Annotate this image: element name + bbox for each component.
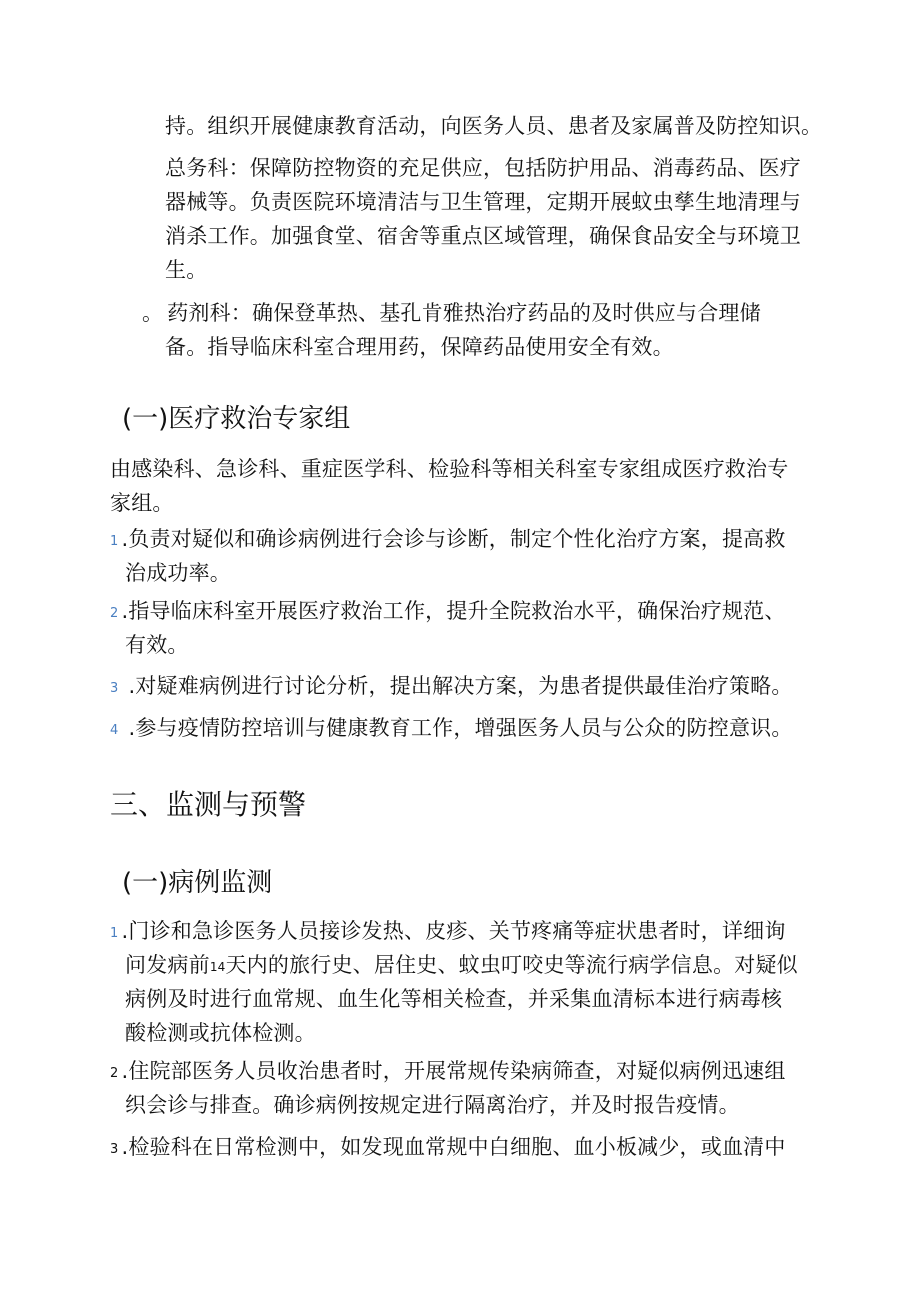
list-item-text: .检验科在日常检测中，如发现血常规中白细胞、血小板减少，或血清中 xyxy=(121,1135,786,1159)
list-item-text: .住院部医务人员收治患者时，开展常规传染病筛查，对疑似病例迅速组 xyxy=(121,1059,786,1083)
list-item-continuation: 治成功率。 xyxy=(125,561,231,585)
general-affairs-line: 总务科：保障防控物资的充足供应，包括防护用品、消毒药品、医疗 xyxy=(165,156,801,180)
expert-intro-line: 家组。 xyxy=(110,491,174,515)
list-item-text: .对疑难病例进行讨论分析，提出解决方案，为患者提供最佳治疗策略。 xyxy=(128,674,793,698)
list-number: 1 xyxy=(110,926,119,941)
list-item-text: 天内的旅行史、居住史、蚊虫叮咬史等流行病学信息。对疑似 xyxy=(225,953,798,977)
general-affairs-line: 器械等。负责医院环境清洁与卫生管理，定期开展蚊虫孳生地清理与 xyxy=(165,190,801,214)
list-item-continuation: 织会诊与排查。确诊病例按规定进行隔离治疗，并及时报告疫情。 xyxy=(125,1093,740,1117)
expert-list-item xyxy=(110,595,786,630)
inline-number: 14 xyxy=(209,960,226,974)
list-item-continuation: 酸检测或抗体检测。 xyxy=(125,1021,316,1045)
section-heading-case-monitoring: (一)病例监测 xyxy=(122,868,273,898)
monitoring-list-item xyxy=(110,1055,786,1090)
section-heading-expert-group: (一)医疗救治专家组 xyxy=(122,404,351,434)
list-number: 2 xyxy=(110,1066,119,1081)
list-item-text: .参与疫情防控培训与健康教育工作，增强医务人员与公众的防控意识。 xyxy=(128,716,793,740)
list-item-continuation: 有效。 xyxy=(125,633,189,657)
expert-intro-line: 由感染科、急诊科、重症医学科、检验科等相关科室专家组成医疗救治专 xyxy=(110,457,789,481)
pharmacy-line xyxy=(142,297,761,330)
list-item-text: .指导临床科室开展医疗救治工作，提升全院救治水平，确保治疗规范、 xyxy=(121,599,786,623)
list-item-continuation xyxy=(125,949,798,984)
expert-list-item xyxy=(110,670,793,705)
monitoring-list-item xyxy=(110,915,786,950)
general-affairs-line: 消杀工作。加强食堂、宿舍等重点区域管理，确保食品安全与环境卫 xyxy=(165,224,801,248)
list-item-text: .负责对疑似和确诊病例进行会诊与诊断，制定个性化治疗方案，提高救 xyxy=(121,527,786,551)
expert-list-item xyxy=(110,523,786,558)
general-affairs-line: 生。 xyxy=(165,258,208,282)
list-item-text: 问发病前 xyxy=(125,953,210,977)
list-item-continuation: 病例及时进行血常规、血生化等相关检查，并采集血清标本进行病毒核 xyxy=(125,987,783,1011)
expert-list-item xyxy=(110,712,793,747)
monitoring-list-item xyxy=(110,1131,786,1166)
pharmacy-line: 备。指导临床科室合理用药，保障药品使用安全有效。 xyxy=(165,335,674,359)
list-item-text: .门诊和急诊医务人员接诊发热、皮疹、关节疼痛等症状患者时，详细询 xyxy=(121,919,786,943)
bullet-marker: 。 xyxy=(142,301,164,325)
section-heading-monitoring: 三、监测与预警 xyxy=(110,788,307,821)
list-number: 2 xyxy=(110,606,119,621)
list-number: 3 xyxy=(110,681,119,696)
list-number: 3 xyxy=(110,1142,119,1157)
list-number: 4 xyxy=(110,723,119,738)
list-number: 1 xyxy=(110,534,119,549)
pharmacy-text: 药剂科：确保登革热、基孔肯雅热治疗药品的及时供应与合理储 xyxy=(167,301,761,325)
paragraph-line: 持。组织开展健康教育活动，向医务人员、患者及家属普及防控知识。 xyxy=(165,114,823,138)
